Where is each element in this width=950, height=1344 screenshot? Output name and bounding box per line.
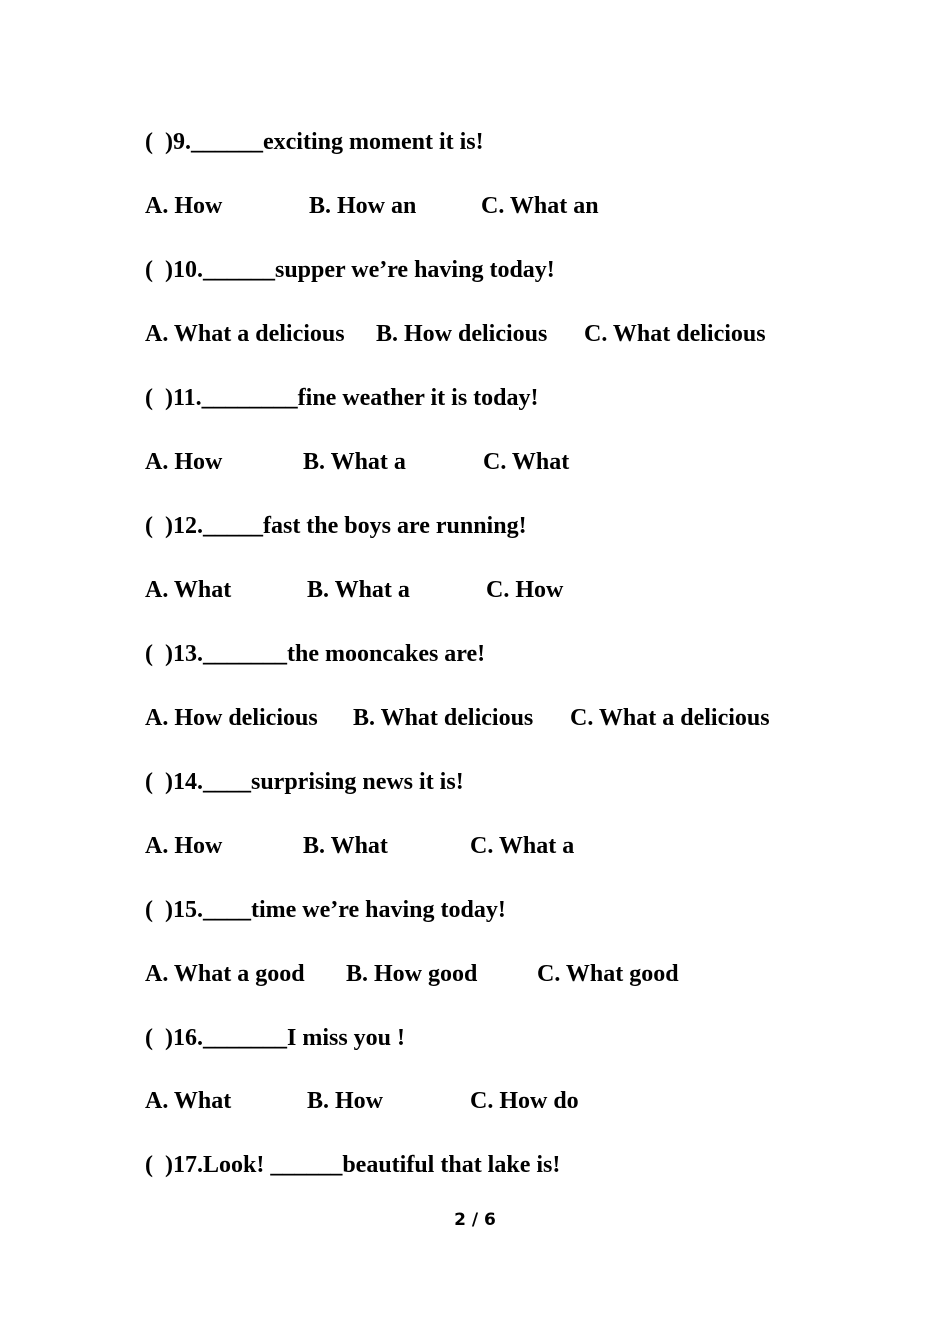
option-b: B. What: [303, 833, 388, 859]
option-c: C. What: [483, 449, 570, 475]
option-a: A. How delicious: [145, 705, 318, 731]
option-a: A. What: [145, 577, 232, 603]
option-b: B. How: [307, 1088, 384, 1114]
option-a: A. How: [145, 449, 223, 475]
option-c: C. What a delicious: [570, 705, 770, 731]
question-14-stem: ( )14.____surprising news it is!: [145, 769, 464, 795]
question-10-options: [145, 320, 845, 348]
page-number: 2 / 6: [454, 1210, 496, 1230]
option-b: B. What a: [303, 449, 406, 475]
option-b: B. How an: [309, 193, 417, 219]
question-9-options: [145, 192, 845, 220]
question-12-stem: ( )12._____fast the boys are running!: [145, 513, 527, 539]
option-c: C. What good: [537, 961, 679, 987]
question-11-options: [145, 448, 845, 476]
option-c: C. How: [486, 577, 564, 603]
question-13-stem: ( )13._______the mooncakes are!: [145, 641, 486, 667]
option-c: C. What a: [470, 833, 575, 859]
question-17-stem: ( )17.Look! ______beautiful that lake is!: [145, 1152, 561, 1178]
option-a: A. How: [145, 833, 223, 859]
option-a: A. What a good: [145, 961, 305, 987]
question-13-options: [145, 704, 845, 732]
question-10-stem: ( )10.______supper we’re having today!: [145, 257, 555, 283]
question-11-stem: ( )11.________fine weather it is today!: [145, 385, 539, 411]
option-a: A. What: [145, 1088, 232, 1114]
question-9-stem: ( )9.______exciting moment it is!: [145, 129, 484, 155]
question-15-options: [145, 960, 845, 988]
option-c: C. What delicious: [584, 321, 766, 347]
option-b: B. How good: [346, 961, 478, 987]
option-a: A. What a delicious: [145, 321, 345, 347]
question-14-options: [145, 832, 845, 860]
question-12-options: [145, 576, 845, 604]
option-a: A. How: [145, 193, 223, 219]
question-16-stem: ( )16._______I miss you !: [145, 1025, 406, 1051]
option-b: B. How delicious: [376, 321, 548, 347]
option-b: B. What delicious: [353, 705, 534, 731]
option-c: C. How do: [470, 1088, 579, 1114]
option-c: C. What an: [481, 193, 599, 219]
option-b: B. What a: [307, 577, 410, 603]
question-15-stem: ( )15.____time we’re having today!: [145, 897, 506, 923]
question-16-options: [145, 1087, 845, 1115]
